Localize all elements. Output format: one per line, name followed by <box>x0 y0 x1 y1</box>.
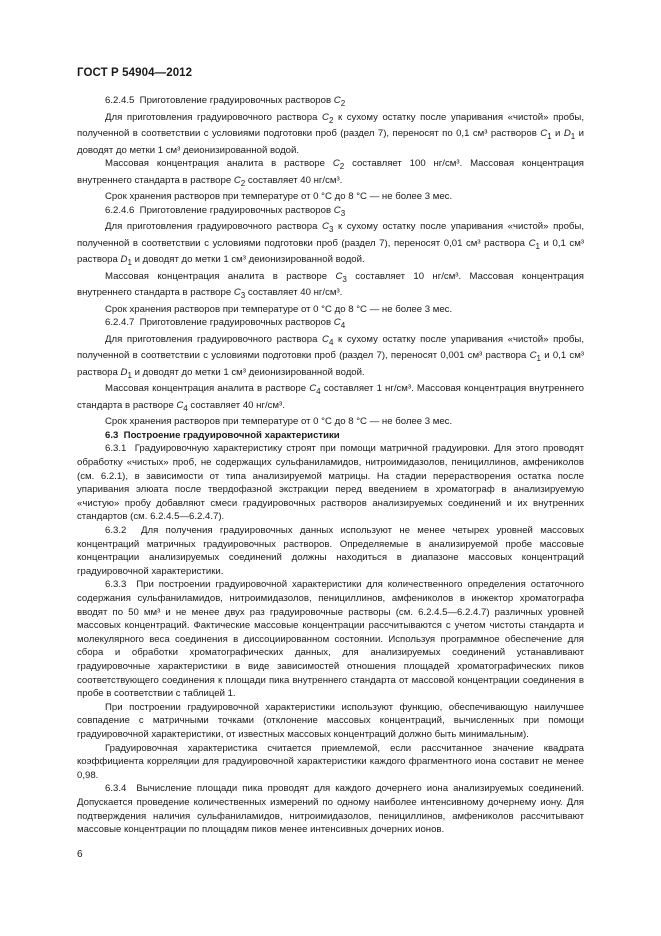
paragraph: 6.2.4.5 Приготовление градуировочных растворов $С_2$ <box>105 95 346 108</box>
paragraph: Массовая концентрация аналита в растворе $С_4$ составляет 1 нг/см³. Массовая концентрация внутреннего стандарта в растворе $С_4$ составляет 40 нг/см³. <box>77 383 584 413</box>
paragraph: Градуировочная характеристика считается приемлемой, если рассчитанное значение квадрата коэффициента корреляции для градуировочной характеристики каждого фрагментного иона составит не менее 0,98. <box>77 742 584 781</box>
paragraph: 6.3.1 Градуировочную характеристику строят при помощи матричной градуировки. Для этого проводят обработку «чистых» проб, не содержащих сульфаниламидов, нитроимидазолов, пенициллинов, амфениколов (см. 6.2.1), в зависимости от типа анализируемой матрицы. На стадии перерастворения остатка после упаривания элюата после твердофазной экстракции перед введением в хроматограф в анализируемую «чистую» пробу добавляют смеси градуировочных растворов анализируемых соединений и их внутренних стандартов (см. 6.2.4.5—6.2.4.7). <box>77 443 584 523</box>
paragraph: Массовая концентрация аналита в растворе $С_3$ составляет 10 нг/см³. Массовая концентрация внутреннего стандарта в растворе $С_3$ составляет 40 нг/см³. <box>77 270 584 301</box>
paragraph: Для приготовления градуировочного раствора $С_4$ к сухому остатку после упаривания «чистой» пробы, полученной в соответствии с условиями подготовки проб (раздел 7), переносят 0,001 см³ раствора $С_1$ и 0,1 см³ раствора $D_1$ и доводят до метки 1 см³ деионизированной водой. <box>77 333 584 380</box>
paragraph: Срок хранения растворов при температуре от 0 °С до 8 °С — не более 3 мес. <box>105 416 453 428</box>
document-body <box>77 94 584 837</box>
paragraph: 6.3.3 При построении градуировочной характеристики для количественного определения остаточного содержания сульфаниламидов, нитроимидазолов, пенициллинов, амфениколов в инжектор хроматографа вводят по 50 мм³ и не менее двух раз градуировочные растворы (см. 6.2.4.5—6.2.4.7) различных уровней массовых концентраций. Фактические массовые концентрации рассчитываются с учетом чистоты стандарта и молекулярного веса соединения в диссоциированном состоянии. Используя программное обеспечение для сбора и обработки хроматографических данных, для анализируемых соединений устанавливают градуировочные характеристики в виде зависимостей отношения площадей хроматографических пиков соответствующего соединения к площади пика внутреннего стандарта от массовой концентрации соединения в пробе в соответствии с таблицей 1. <box>77 579 584 700</box>
paragraph: 6.3.2 Для получения градуировочных данных используют не менее четырех уровней массовых концентраций матричных градуировочных растворов. Определяемые в анализируемой пробе массовые концентрации анализируемых соединений должны находиться в диапазоне массовых концентраций градуировочной характеристики. <box>77 525 584 577</box>
paragraph: 6.3.4 Вычисление площади пика проводят для каждого дочернего иона анализируемых соединений. Допускается проведение количественных измерений по одному наиболее интенсивному дочернему иону. Для подтверждения наличия сульфаниламидов, нитроимидазолов, пенициллинов, амфениколов рассчитывают массовые концентрации по площадям пиков менее интенсивных дочерних ионов. <box>77 783 584 836</box>
document-header: ГОСТ Р 54904—2012 <box>77 67 193 79</box>
paragraph: При построении градуировочной характеристики используют функцию, обеспечивающую наилучшее совпадение с матричными точками (отклонение массовых концентраций, вычисленных при помощи градуировочной характеристики, от известных массовых концентраций должно быть минимальным). <box>77 701 584 740</box>
paragraph: Срок хранения растворов при температуре от 0 °С до 8 °С — не более 3 мес. <box>105 191 453 203</box>
paragraph: 6.2.4.7 Приготовление градуировочных растворов $С_4$ <box>105 317 346 331</box>
paragraph: Массовая концентрация аналита в растворе $С_2$ составляет 100 нг/см³. Массовая концентрация внутреннего стандарта в растворе $С_2$ составляет 40 нг/см³. <box>77 158 584 188</box>
paragraph: Для приготовления градуировочного раствора $С_3$ к сухому остатку после упаривания «чистой» пробы, полученной в соответствии с условиями подготовки проб (раздел 7), переносят 0,01 см³ раствора $С_1$ и 0,1 см³ раствора $D_1$ и доводят до метки 1 см³ деионизированной водой. <box>77 221 585 268</box>
paragraph: Срок хранения растворов при температуре от 0 °С до 8 °С — не более 3 мес. <box>105 303 453 315</box>
paragraph: Для приготовления градуировочного раствора $С_2$ к сухому остатку после упаривания «чистой» пробы, полученной в соответствии с условиями подготовки проб (раздел 7), переносят по 0,1 см³ растворов $С_1$ и $D_1$ и доводят до метки 1 см³ деионизированной водой. <box>77 111 584 156</box>
section-heading: 6.3 Построение градуировочной характеристики <box>105 429 340 441</box>
paragraph: 6.2.4.6 Приготовление градуировочных растворов $С_3$ <box>105 204 346 218</box>
page-number: 6 <box>77 849 83 860</box>
